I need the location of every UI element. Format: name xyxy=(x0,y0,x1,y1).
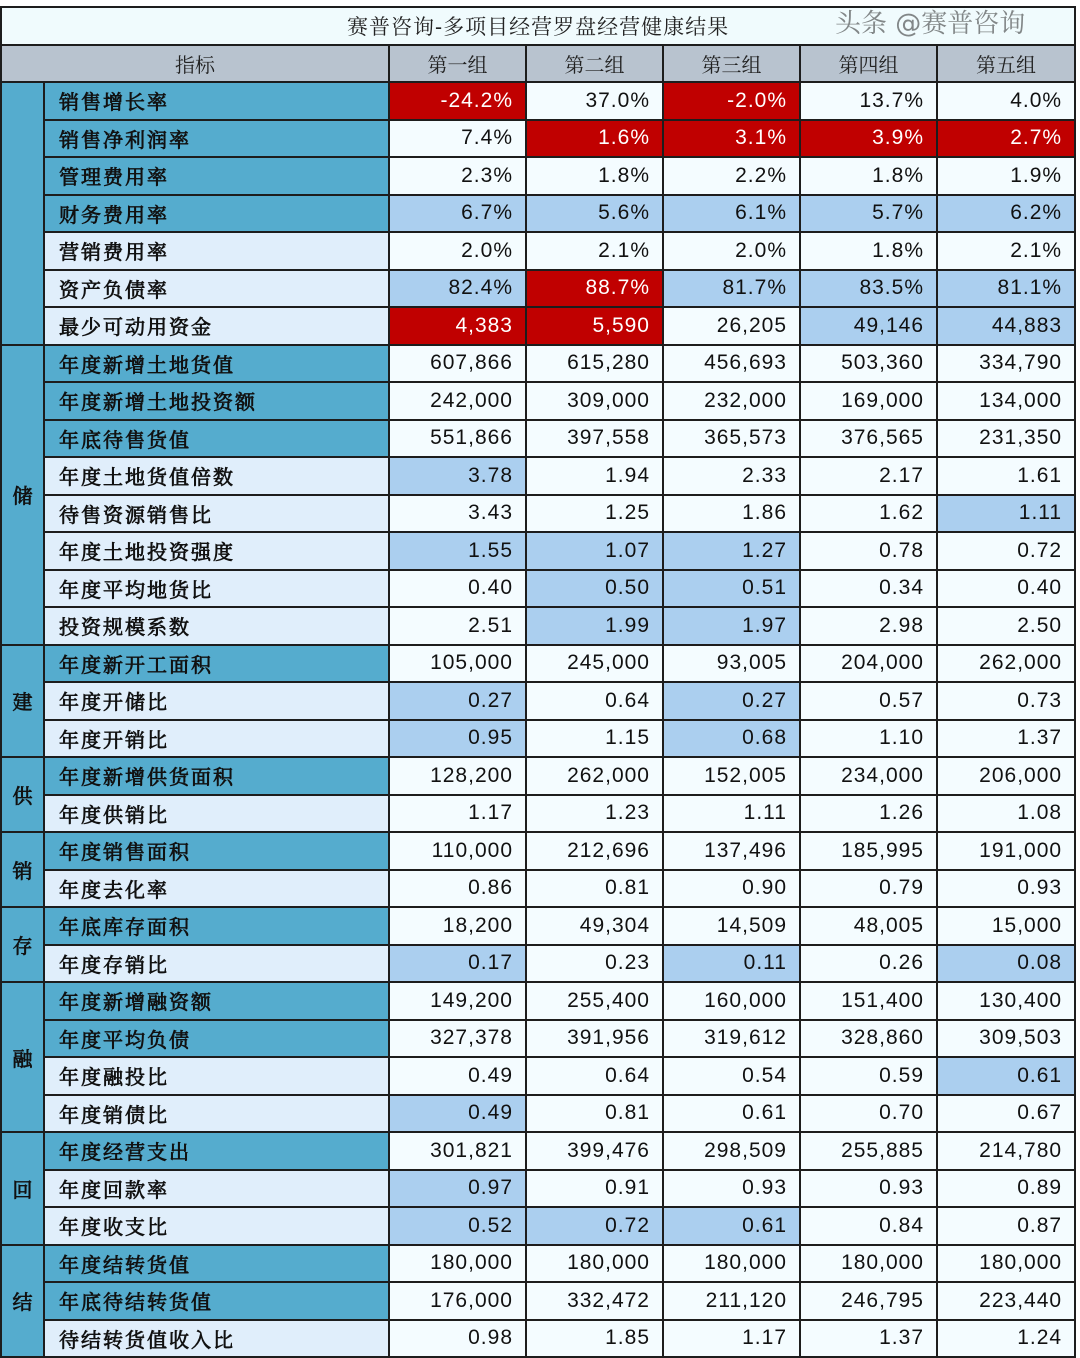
value-cell-group-5: 44,883 xyxy=(937,307,1075,345)
indicator-name: 最少可动用资金 xyxy=(44,307,389,345)
value-cell-group-5: 2.7% xyxy=(937,120,1075,158)
value-cell-group-5: 334,790 xyxy=(937,345,1075,383)
value-cell-group-3: 0.51 xyxy=(663,570,800,608)
value-cell-group-1: 551,866 xyxy=(389,420,526,458)
value-cell-group-2: 0.81 xyxy=(526,870,663,908)
value-cell-group-2: 1.07 xyxy=(526,532,663,570)
value-cell-group-1: 1.17 xyxy=(389,795,526,833)
table-body xyxy=(1,82,1075,1357)
value-cell-group-4: 0.93 xyxy=(800,1170,937,1208)
value-cell-group-5: 130,400 xyxy=(937,982,1075,1020)
value-cell-group-4: 1.8% xyxy=(800,157,937,195)
value-cell-group-3: 2.0% xyxy=(663,232,800,270)
value-cell-group-1: 327,378 xyxy=(389,1020,526,1058)
value-cell-group-3: 1.11 xyxy=(663,795,800,833)
value-cell-group-1: 3.78 xyxy=(389,457,526,495)
value-cell-group-4: 0.59 xyxy=(800,1057,937,1095)
value-cell-group-3: 0.93 xyxy=(663,1170,800,1208)
value-cell-group-1: 2.3% xyxy=(389,157,526,195)
indicator-name: 年底待结转货值 xyxy=(44,1282,389,1320)
value-cell-group-1: 7.4% xyxy=(389,120,526,158)
indicator-name: 销售增长率 xyxy=(44,82,389,120)
value-cell-group-3: 1.17 xyxy=(663,1320,800,1358)
value-cell-group-1: 242,000 xyxy=(389,382,526,420)
value-cell-group-5: 81.1% xyxy=(937,270,1075,308)
value-cell-group-5: 134,000 xyxy=(937,382,1075,420)
value-cell-group-4: 0.34 xyxy=(800,570,937,608)
indicator-name: 年度开销比 xyxy=(44,720,389,758)
value-cell-group-2: 309,000 xyxy=(526,382,663,420)
indicator-name: 年度新增土地货值 xyxy=(44,345,389,383)
value-cell-group-5: 1.61 xyxy=(937,457,1075,495)
indicator-name: 年度土地货值倍数 xyxy=(44,457,389,495)
value-cell-group-4: 0.78 xyxy=(800,532,937,570)
indicator-name: 投资规模系数 xyxy=(44,607,389,645)
table-row xyxy=(1,682,1075,720)
table-row xyxy=(1,120,1075,158)
value-cell-group-3: 0.61 xyxy=(663,1095,800,1133)
value-cell-group-5: 1.24 xyxy=(937,1320,1075,1358)
value-cell-group-5: 0.87 xyxy=(937,1207,1075,1245)
table-row xyxy=(1,870,1075,908)
value-cell-group-5: 0.61 xyxy=(937,1057,1075,1095)
value-cell-group-2: 0.81 xyxy=(526,1095,663,1133)
table-row xyxy=(1,795,1075,833)
value-cell-group-2: 212,696 xyxy=(526,832,663,870)
value-cell-group-3: 81.7% xyxy=(663,270,800,308)
value-cell-group-4: 48,005 xyxy=(800,907,937,945)
value-cell-group-5: 1.08 xyxy=(937,795,1075,833)
table-row xyxy=(1,457,1075,495)
value-cell-group-4: 255,885 xyxy=(800,1132,937,1170)
value-cell-group-1: 128,200 xyxy=(389,757,526,795)
value-cell-group-2: 255,400 xyxy=(526,982,663,1020)
value-cell-group-2: 5.6% xyxy=(526,195,663,233)
table-row xyxy=(1,495,1075,533)
section-label: 结 xyxy=(1,1245,44,1358)
value-cell-group-2: 88.7% xyxy=(526,270,663,308)
value-cell-group-5: 0.72 xyxy=(937,532,1075,570)
table-row xyxy=(1,945,1075,983)
value-cell-group-3: 456,693 xyxy=(663,345,800,383)
value-cell-group-5: 15,000 xyxy=(937,907,1075,945)
value-cell-group-3: 2.33 xyxy=(663,457,800,495)
value-cell-group-5: 223,440 xyxy=(937,1282,1075,1320)
value-cell-group-5: 6.2% xyxy=(937,195,1075,233)
value-cell-group-1: 0.17 xyxy=(389,945,526,983)
value-cell-group-4: 169,000 xyxy=(800,382,937,420)
value-cell-group-3: 211,120 xyxy=(663,1282,800,1320)
indicator-name: 年度供销比 xyxy=(44,795,389,833)
value-cell-group-3: 0.11 xyxy=(663,945,800,983)
value-cell-group-3: 6.1% xyxy=(663,195,800,233)
value-cell-group-4: 1.8% xyxy=(800,232,937,270)
value-cell-group-2: 615,280 xyxy=(526,345,663,383)
table-row xyxy=(1,157,1075,195)
table-row xyxy=(1,82,1075,120)
value-cell-group-2: 1.15 xyxy=(526,720,663,758)
indicator-name: 年度收支比 xyxy=(44,1207,389,1245)
indicator-name: 年度销售面积 xyxy=(44,832,389,870)
table-row xyxy=(1,270,1075,308)
section-label xyxy=(1,82,44,345)
value-cell-group-3: 137,496 xyxy=(663,832,800,870)
value-cell-group-4: 185,995 xyxy=(800,832,937,870)
value-cell-group-2: 1.6% xyxy=(526,120,663,158)
column-header-group-1: 第一组 xyxy=(389,45,526,82)
value-cell-group-2: 0.23 xyxy=(526,945,663,983)
indicator-name: 销售净利润率 xyxy=(44,120,389,158)
indicator-name: 年度平均负债 xyxy=(44,1020,389,1058)
section-label: 回 xyxy=(1,1132,44,1245)
table-row xyxy=(1,570,1075,608)
value-cell-group-1: 0.95 xyxy=(389,720,526,758)
table-row xyxy=(1,1320,1075,1358)
value-cell-group-3: 232,000 xyxy=(663,382,800,420)
value-cell-group-1: 0.97 xyxy=(389,1170,526,1208)
value-cell-group-2: 0.91 xyxy=(526,1170,663,1208)
value-cell-group-1: 176,000 xyxy=(389,1282,526,1320)
indicator-name: 资产负债率 xyxy=(44,270,389,308)
table-title: 赛普咨询-多项目经营罗盘经营健康结果 xyxy=(1,7,1075,45)
value-cell-group-3: 93,005 xyxy=(663,645,800,683)
value-cell-group-1: 0.49 xyxy=(389,1095,526,1133)
value-cell-group-3: 1.27 xyxy=(663,532,800,570)
value-cell-group-1: 0.98 xyxy=(389,1320,526,1358)
table-row xyxy=(1,382,1075,420)
value-cell-group-1: 105,000 xyxy=(389,645,526,683)
table-row xyxy=(1,1132,1075,1170)
value-cell-group-4: 246,795 xyxy=(800,1282,937,1320)
value-cell-group-5: 180,000 xyxy=(937,1245,1075,1283)
value-cell-group-2: 1.25 xyxy=(526,495,663,533)
indicator-name: 年底库存面积 xyxy=(44,907,389,945)
indicator-name: 年度平均地货比 xyxy=(44,570,389,608)
indicator-name: 年度新增土地投资额 xyxy=(44,382,389,420)
value-cell-group-3: 1.86 xyxy=(663,495,800,533)
table-row xyxy=(1,195,1075,233)
value-cell-group-4: 0.79 xyxy=(800,870,937,908)
value-cell-group-1: 4,383 xyxy=(389,307,526,345)
value-cell-group-5: 262,000 xyxy=(937,645,1075,683)
value-cell-group-2: 332,472 xyxy=(526,1282,663,1320)
table-row xyxy=(1,1057,1075,1095)
value-cell-group-1: 18,200 xyxy=(389,907,526,945)
indicator-name: 年度新增融资额 xyxy=(44,982,389,1020)
table-row xyxy=(1,1170,1075,1208)
value-cell-group-3: 0.68 xyxy=(663,720,800,758)
value-cell-group-3: 0.61 xyxy=(663,1207,800,1245)
section-label: 融 xyxy=(1,982,44,1132)
value-cell-group-2: 0.50 xyxy=(526,570,663,608)
value-cell-group-5: 214,780 xyxy=(937,1132,1075,1170)
value-cell-group-4: 1.26 xyxy=(800,795,937,833)
indicator-name: 年度去化率 xyxy=(44,870,389,908)
indicator-name: 年度新增供货面积 xyxy=(44,757,389,795)
table-row xyxy=(1,832,1075,870)
indicator-name: 待结转货值收入比 xyxy=(44,1320,389,1358)
value-cell-group-5: 1.37 xyxy=(937,720,1075,758)
table-row xyxy=(1,1095,1075,1133)
value-cell-group-5: 191,000 xyxy=(937,832,1075,870)
value-cell-group-4: 2.17 xyxy=(800,457,937,495)
value-cell-group-4: 0.26 xyxy=(800,945,937,983)
value-cell-group-2: 399,476 xyxy=(526,1132,663,1170)
value-cell-group-1: 2.51 xyxy=(389,607,526,645)
value-cell-group-4: 0.84 xyxy=(800,1207,937,1245)
section-label: 销 xyxy=(1,832,44,907)
value-cell-group-3: 319,612 xyxy=(663,1020,800,1058)
section-label: 储 xyxy=(1,345,44,645)
value-cell-group-2: 397,558 xyxy=(526,420,663,458)
table-row xyxy=(1,645,1075,683)
value-cell-group-5: 2.1% xyxy=(937,232,1075,270)
value-cell-group-4: 1.62 xyxy=(800,495,937,533)
indicator-name: 年度销债比 xyxy=(44,1095,389,1133)
table-row xyxy=(1,307,1075,345)
value-cell-group-3: 0.27 xyxy=(663,682,800,720)
value-cell-group-5: 1.9% xyxy=(937,157,1075,195)
value-cell-group-4: 3.9% xyxy=(800,120,937,158)
value-cell-group-3: 0.54 xyxy=(663,1057,800,1095)
table-row xyxy=(1,1282,1075,1320)
value-cell-group-3: 14,509 xyxy=(663,907,800,945)
table-row xyxy=(1,1207,1075,1245)
indicator-name: 财务费用率 xyxy=(44,195,389,233)
value-cell-group-5: 1.11 xyxy=(937,495,1075,533)
value-cell-group-2: 49,304 xyxy=(526,907,663,945)
value-cell-group-4: 1.37 xyxy=(800,1320,937,1358)
value-cell-group-5: 206,000 xyxy=(937,757,1075,795)
value-cell-group-1: 82.4% xyxy=(389,270,526,308)
value-cell-group-1: 1.55 xyxy=(389,532,526,570)
value-cell-group-3: -2.0% xyxy=(663,82,800,120)
indicator-name: 年度开储比 xyxy=(44,682,389,720)
value-cell-group-4: 180,000 xyxy=(800,1245,937,1283)
value-cell-group-1: 0.86 xyxy=(389,870,526,908)
value-cell-group-2: 1.23 xyxy=(526,795,663,833)
value-cell-group-4: 1.10 xyxy=(800,720,937,758)
indicator-name: 年度土地投资强度 xyxy=(44,532,389,570)
value-cell-group-5: 309,503 xyxy=(937,1020,1075,1058)
table-row xyxy=(1,420,1075,458)
value-cell-group-5: 0.93 xyxy=(937,870,1075,908)
value-cell-group-4: 234,000 xyxy=(800,757,937,795)
value-cell-group-1: -24.2% xyxy=(389,82,526,120)
watermark: 头条 @赛普咨询 xyxy=(835,9,1026,39)
value-cell-group-3: 298,509 xyxy=(663,1132,800,1170)
value-cell-group-1: 0.52 xyxy=(389,1207,526,1245)
table-row xyxy=(1,1020,1075,1058)
value-cell-group-2: 391,956 xyxy=(526,1020,663,1058)
value-cell-group-4: 13.7% xyxy=(800,82,937,120)
table-row xyxy=(1,532,1075,570)
value-cell-group-2: 245,000 xyxy=(526,645,663,683)
indicator-name: 年底待售货值 xyxy=(44,420,389,458)
value-cell-group-4: 151,400 xyxy=(800,982,937,1020)
table-row xyxy=(1,232,1075,270)
indicator-name: 年度回款率 xyxy=(44,1170,389,1208)
indicator-name: 年度新开工面积 xyxy=(44,645,389,683)
value-cell-group-2: 37.0% xyxy=(526,82,663,120)
value-cell-group-1: 3.43 xyxy=(389,495,526,533)
value-cell-group-1: 6.7% xyxy=(389,195,526,233)
column-header-indicator: 指标 xyxy=(1,45,389,82)
value-cell-group-5: 0.73 xyxy=(937,682,1075,720)
value-cell-group-4: 2.98 xyxy=(800,607,937,645)
value-cell-group-2: 1.94 xyxy=(526,457,663,495)
table-row xyxy=(1,720,1075,758)
value-cell-group-4: 0.57 xyxy=(800,682,937,720)
indicator-name: 年度存销比 xyxy=(44,945,389,983)
value-cell-group-2: 1.8% xyxy=(526,157,663,195)
value-cell-group-3: 2.2% xyxy=(663,157,800,195)
value-cell-group-1: 0.40 xyxy=(389,570,526,608)
value-cell-group-4: 204,000 xyxy=(800,645,937,683)
table-row xyxy=(1,607,1075,645)
value-cell-group-2: 1.85 xyxy=(526,1320,663,1358)
section-label: 建 xyxy=(1,645,44,758)
indicator-name: 管理费用率 xyxy=(44,157,389,195)
value-cell-group-2: 0.64 xyxy=(526,1057,663,1095)
column-header-group-2: 第二组 xyxy=(526,45,663,82)
value-cell-group-2: 0.72 xyxy=(526,1207,663,1245)
value-cell-group-3: 1.97 xyxy=(663,607,800,645)
value-cell-group-3: 0.90 xyxy=(663,870,800,908)
indicator-name: 年度融投比 xyxy=(44,1057,389,1095)
indicator-name: 年度经营支出 xyxy=(44,1132,389,1170)
value-cell-group-2: 5,590 xyxy=(526,307,663,345)
value-cell-group-4: 328,860 xyxy=(800,1020,937,1058)
value-cell-group-5: 231,350 xyxy=(937,420,1075,458)
table-row xyxy=(1,982,1075,1020)
value-cell-group-1: 2.0% xyxy=(389,232,526,270)
value-cell-group-4: 5.7% xyxy=(800,195,937,233)
column-header-group-5: 第五组 xyxy=(937,45,1075,82)
indicator-name: 营销费用率 xyxy=(44,232,389,270)
section-label: 供 xyxy=(1,757,44,832)
value-cell-group-5: 0.67 xyxy=(937,1095,1075,1133)
value-cell-group-3: 180,000 xyxy=(663,1245,800,1283)
value-cell-group-4: 83.5% xyxy=(800,270,937,308)
value-cell-group-5: 4.0% xyxy=(937,82,1075,120)
value-cell-group-1: 0.49 xyxy=(389,1057,526,1095)
value-cell-group-2: 2.1% xyxy=(526,232,663,270)
value-cell-group-5: 0.89 xyxy=(937,1170,1075,1208)
indicator-name: 待售资源销售比 xyxy=(44,495,389,533)
value-cell-group-1: 301,821 xyxy=(389,1132,526,1170)
health-results-table xyxy=(0,6,1076,1358)
value-cell-group-5: 0.08 xyxy=(937,945,1075,983)
value-cell-group-2: 0.64 xyxy=(526,682,663,720)
section-label: 存 xyxy=(1,907,44,982)
value-cell-group-1: 180,000 xyxy=(389,1245,526,1283)
value-cell-group-5: 2.50 xyxy=(937,607,1075,645)
value-cell-group-1: 0.27 xyxy=(389,682,526,720)
value-cell-group-3: 160,000 xyxy=(663,982,800,1020)
value-cell-group-4: 503,360 xyxy=(800,345,937,383)
value-cell-group-4: 0.70 xyxy=(800,1095,937,1133)
table-row xyxy=(1,907,1075,945)
value-cell-group-3: 3.1% xyxy=(663,120,800,158)
value-cell-group-2: 1.99 xyxy=(526,607,663,645)
value-cell-group-3: 365,573 xyxy=(663,420,800,458)
indicator-name: 年度结转货值 xyxy=(44,1245,389,1283)
value-cell-group-2: 262,000 xyxy=(526,757,663,795)
value-cell-group-4: 376,565 xyxy=(800,420,937,458)
value-cell-group-2: 180,000 xyxy=(526,1245,663,1283)
value-cell-group-1: 110,000 xyxy=(389,832,526,870)
value-cell-group-3: 26,205 xyxy=(663,307,800,345)
value-cell-group-3: 152,005 xyxy=(663,757,800,795)
table-row xyxy=(1,757,1075,795)
table-row xyxy=(1,1245,1075,1283)
value-cell-group-4: 49,146 xyxy=(800,307,937,345)
column-header-group-4: 第四组 xyxy=(800,45,937,82)
value-cell-group-1: 149,200 xyxy=(389,982,526,1020)
column-header-group-3: 第三组 xyxy=(663,45,800,82)
value-cell-group-1: 607,866 xyxy=(389,345,526,383)
table-row xyxy=(1,345,1075,383)
value-cell-group-5: 0.40 xyxy=(937,570,1075,608)
